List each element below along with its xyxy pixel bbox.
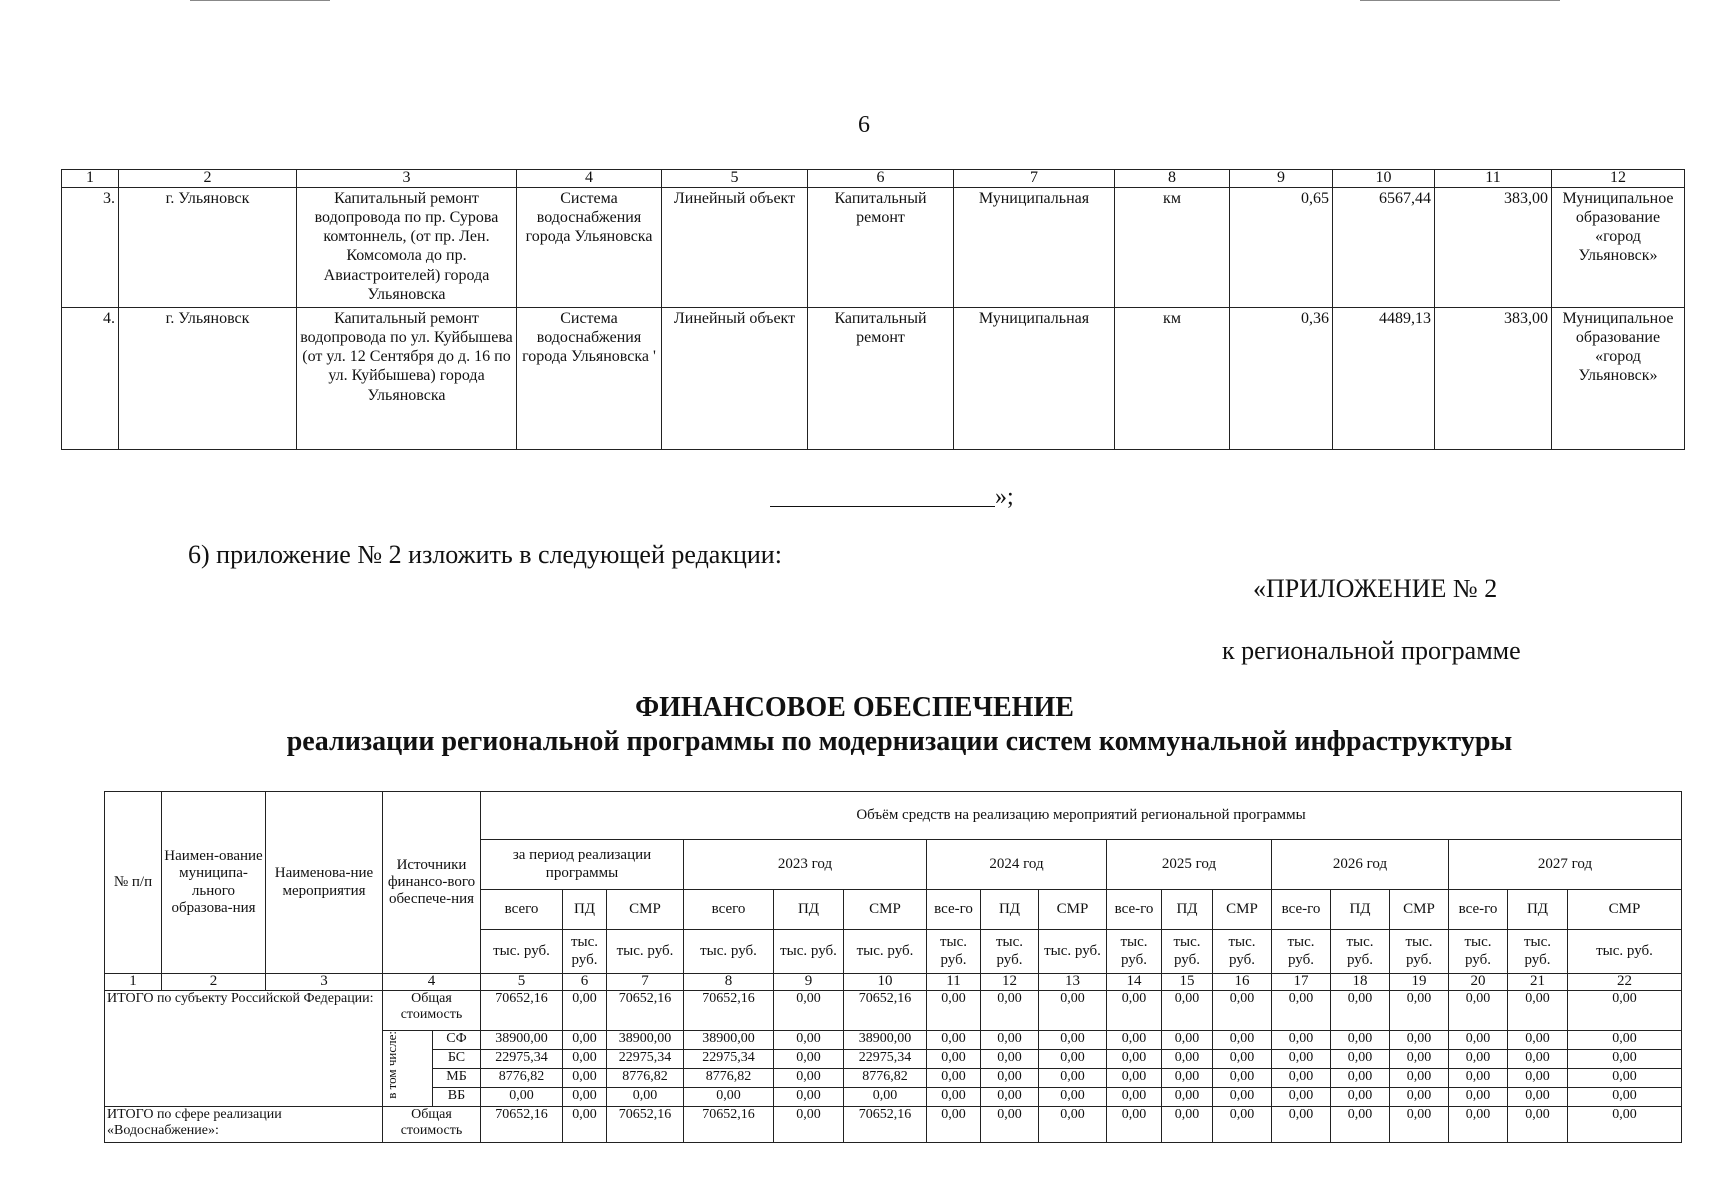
column-number: 10 (844, 974, 927, 991)
column-number: 18 (1331, 974, 1390, 991)
value-cell: 70652,16 (607, 1106, 684, 1142)
column-number: 20 (1449, 974, 1508, 991)
value-cell: 0,00 (1039, 990, 1107, 1030)
sub-header: ПД (1162, 890, 1213, 930)
column-number: 10 (1333, 170, 1435, 188)
table-cell: Муниципальное образование «город Ульяновск» (1552, 187, 1685, 307)
value-cell: 0,00 (981, 1030, 1039, 1049)
value-cell: 22975,34 (684, 1049, 774, 1068)
value-cell: 0,00 (1331, 1106, 1390, 1142)
column-number: 5 (481, 974, 563, 991)
value-cell: 0,00 (774, 1049, 844, 1068)
appendix-title: «ПРИЛОЖЕНИЕ № 2 (1253, 574, 1498, 603)
sub-header: ПД (774, 890, 844, 930)
value-cell: 22975,34 (844, 1049, 927, 1068)
value-cell: 0,00 (1390, 1087, 1449, 1106)
column-number: 4 (383, 974, 481, 991)
value-cell: 0,00 (1107, 1106, 1162, 1142)
value-cell: 0,00 (1272, 990, 1331, 1030)
column-number: 21 (1508, 974, 1568, 991)
value-cell: 0,00 (1449, 990, 1508, 1030)
table-cell: г. Ульяновск (119, 187, 297, 307)
period-header: 2027 год (1449, 840, 1682, 890)
sub-header: ПД (1331, 890, 1390, 930)
financing-table (104, 791, 1682, 1143)
value-cell: 0,00 (1213, 1087, 1272, 1106)
unit-label: тыс. руб. (1390, 930, 1449, 974)
value-cell: 0,00 (1508, 1106, 1568, 1142)
unit-label: тыс. руб. (1331, 930, 1390, 974)
value-cell: 0,00 (1449, 1106, 1508, 1142)
sub-header: всего (481, 890, 563, 930)
header-source: Источники финансо-вого обеспече-ния (383, 792, 481, 974)
table-cell: Линейный объект (662, 187, 808, 307)
value-cell: 0,00 (1508, 1049, 1568, 1068)
value-cell: 70652,16 (481, 1106, 563, 1142)
value-cell: 0,00 (1272, 1087, 1331, 1106)
value-cell: 0,00 (927, 1030, 981, 1049)
objects-table (61, 169, 1685, 450)
sub-header: ПД (1508, 890, 1568, 930)
sub-header: СМР (1568, 890, 1682, 930)
source-code: МБ (433, 1068, 481, 1087)
value-cell: 0,00 (563, 1030, 607, 1049)
value-cell: 0,00 (1568, 990, 1682, 1030)
table-cell: 0,65 (1230, 187, 1333, 307)
value-cell: 0,00 (1508, 1087, 1568, 1106)
header-num: № п/п (105, 792, 162, 974)
value-cell: 22975,34 (607, 1049, 684, 1068)
column-number: 3 (297, 170, 517, 188)
value-cell: 0,00 (1331, 1068, 1390, 1087)
value-cell: 8776,82 (607, 1068, 684, 1087)
source-cell: Общая стоимость (383, 1106, 481, 1142)
value-cell: 0,00 (1213, 1049, 1272, 1068)
value-cell: 70652,16 (844, 990, 927, 1030)
column-number: 14 (1107, 974, 1162, 991)
sub-header: ПД (563, 890, 607, 930)
value-cell: 0,00 (1039, 1068, 1107, 1087)
value-cell: 0,00 (1162, 1087, 1213, 1106)
unit-label: тыс. руб. (1568, 930, 1682, 974)
unit-label: тыс. руб. (607, 930, 684, 974)
table-row (105, 990, 1682, 1030)
value-cell: 0,00 (927, 990, 981, 1030)
value-cell: 0,00 (927, 1049, 981, 1068)
period-header: 2023 год (684, 840, 927, 890)
table-cell: Муниципальная (954, 187, 1115, 307)
value-cell: 0,00 (774, 990, 844, 1030)
column-number: 11 (927, 974, 981, 991)
unit-label: тыс. руб. (1107, 930, 1162, 974)
value-cell: 8776,82 (844, 1068, 927, 1087)
scan-edge (1360, 0, 1560, 1)
table-cell: г. Ульяновск (119, 307, 297, 449)
column-number: 2 (119, 170, 297, 188)
header-volume: Объём средств на реализацию мероприятий региональной программы (481, 792, 1682, 840)
table-row (62, 307, 1685, 449)
sub-header: СМР (844, 890, 927, 930)
value-cell: 0,00 (981, 990, 1039, 1030)
table-cell: 6567,44 (1333, 187, 1435, 307)
value-cell: 0,00 (1390, 1049, 1449, 1068)
value-cell: 0,00 (1568, 1068, 1682, 1087)
value-cell: 0,00 (1213, 1106, 1272, 1142)
total-label: ИТОГО по субъекту Российской Федерации: (105, 990, 383, 1106)
table-header-row (62, 170, 1685, 188)
value-cell: 0,00 (981, 1087, 1039, 1106)
signature-line (770, 505, 995, 507)
table-cell: км (1115, 187, 1230, 307)
value-cell: 0,00 (1331, 1087, 1390, 1106)
value-cell: 0,00 (1162, 990, 1213, 1030)
total-label: ИТОГО по сфере реализации «Водоснабжение»: (105, 1106, 383, 1142)
value-cell: 70652,16 (684, 1106, 774, 1142)
period-header: 2024 год (927, 840, 1107, 890)
column-number: 9 (1230, 170, 1333, 188)
sub-header: все-го (927, 890, 981, 930)
table-cell: 383,00 (1435, 187, 1552, 307)
value-cell: 0,00 (1272, 1068, 1331, 1087)
value-cell: 0,00 (607, 1087, 684, 1106)
column-number: 12 (981, 974, 1039, 991)
scan-edge (190, 0, 330, 1)
value-cell: 0,00 (1162, 1106, 1213, 1142)
unit-label: тыс. руб. (927, 930, 981, 974)
column-number: 6 (563, 974, 607, 991)
value-cell: 0,00 (1272, 1049, 1331, 1068)
value-cell: 0,00 (1107, 1087, 1162, 1106)
column-number: 22 (1568, 974, 1682, 991)
unit-label: тыс. руб. (563, 930, 607, 974)
unit-label: тыс. руб. (481, 930, 563, 974)
value-cell: 8776,82 (684, 1068, 774, 1087)
value-cell: 70652,16 (607, 990, 684, 1030)
value-cell: 0,00 (1568, 1030, 1682, 1049)
sub-header: СМР (1213, 890, 1272, 930)
table-row (62, 187, 1685, 307)
sub-header: ПД (981, 890, 1039, 930)
value-cell: 0,00 (981, 1068, 1039, 1087)
value-cell: 0,00 (774, 1087, 844, 1106)
value-cell: 0,00 (1449, 1049, 1508, 1068)
value-cell: 0,00 (1508, 1030, 1568, 1049)
value-cell: 0,00 (1390, 990, 1449, 1030)
value-cell: 0,00 (1449, 1030, 1508, 1049)
value-cell: 0,00 (927, 1068, 981, 1087)
document-subheading: реализации региональной программы по модернизации систем коммунальной инфраструктуры (286, 726, 1513, 757)
value-cell: 38900,00 (684, 1030, 774, 1049)
header-event: Наименова-ние мероприятия (266, 792, 383, 974)
column-number: 16 (1213, 974, 1272, 991)
column-number: 2 (162, 974, 266, 991)
value-cell: 70652,16 (481, 990, 563, 1030)
column-number: 17 (1272, 974, 1331, 991)
sub-header: всего (684, 890, 774, 930)
value-cell: 0,00 (1449, 1068, 1508, 1087)
value-cell: 0,00 (1039, 1049, 1107, 1068)
unit-label: тыс. руб. (774, 930, 844, 974)
value-cell: 0,00 (927, 1087, 981, 1106)
unit-label: тыс. руб. (981, 930, 1039, 974)
value-cell: 0,00 (774, 1030, 844, 1049)
value-cell: 0,00 (563, 1106, 607, 1142)
value-cell: 8776,82 (481, 1068, 563, 1087)
appendix-subtitle: к региональной программе (1222, 636, 1521, 665)
value-cell: 38900,00 (844, 1030, 927, 1049)
column-number: 7 (607, 974, 684, 991)
source-code: БС (433, 1049, 481, 1068)
closing-mark: »; (995, 484, 1014, 510)
value-cell: 0,00 (1107, 1068, 1162, 1087)
table-cell: 3. (62, 187, 119, 307)
header-row (105, 792, 1682, 840)
page-number: 6 (858, 112, 870, 138)
value-cell: 0,00 (981, 1106, 1039, 1142)
value-cell: 0,00 (1568, 1106, 1682, 1142)
value-cell: 0,00 (1107, 1049, 1162, 1068)
column-number: 9 (774, 974, 844, 991)
table-cell: Система водоснабжения города Ульяновска ' (517, 307, 662, 449)
value-cell: 0,00 (774, 1106, 844, 1142)
num-row (105, 974, 1682, 991)
value-cell: 0,00 (1039, 1106, 1107, 1142)
column-number: 4 (517, 170, 662, 188)
unit-label: тыс. руб. (1272, 930, 1331, 974)
sub-header: все-го (1107, 890, 1162, 930)
in-total-label (383, 1030, 433, 1106)
value-cell: 0,00 (563, 1087, 607, 1106)
value-cell: 0,00 (481, 1087, 563, 1106)
value-cell: 22975,34 (481, 1049, 563, 1068)
value-cell: 0,00 (1331, 1049, 1390, 1068)
table-cell: 4. (62, 307, 119, 449)
table-cell: 4489,13 (1333, 307, 1435, 449)
column-number: 13 (1039, 974, 1107, 991)
document-heading: ФИНАНСОВОЕ ОБЕСПЕЧЕНИЕ (635, 692, 1074, 723)
table-cell: 383,00 (1435, 307, 1552, 449)
column-number: 3 (266, 974, 383, 991)
table-cell: Линейный объект (662, 307, 808, 449)
column-number: 19 (1390, 974, 1449, 991)
value-cell: 0,00 (1272, 1106, 1331, 1142)
value-cell: 0,00 (1390, 1106, 1449, 1142)
period-header: 2026 год (1272, 840, 1449, 890)
value-cell: 0,00 (563, 1068, 607, 1087)
value-cell: 0,00 (774, 1068, 844, 1087)
table-cell: Капитальный ремонт (808, 307, 954, 449)
table-row (105, 1106, 1682, 1142)
value-cell: 0,00 (1039, 1087, 1107, 1106)
column-number: 5 (662, 170, 808, 188)
table-cell: Капитальный ремонт водопровода по ул. Куйбышева (от ул. 12 Сентября до д. 16 по ул. Куйбышева) города Ульяновска (297, 307, 517, 449)
unit-label: тыс. руб. (1162, 930, 1213, 974)
table-cell: 0,36 (1230, 307, 1333, 449)
value-cell: 0,00 (1568, 1049, 1682, 1068)
value-cell: 38900,00 (481, 1030, 563, 1049)
value-cell: 0,00 (1508, 1068, 1568, 1087)
unit-label: тыс. руб. (844, 930, 927, 974)
table-cell: Муниципальное образование «город Ульяновск» (1552, 307, 1685, 449)
source-code: ВБ (433, 1087, 481, 1106)
value-cell: 0,00 (1107, 1030, 1162, 1049)
in-total-text: в том числе: (384, 1030, 399, 1099)
table-cell: Капитальный ремонт (808, 187, 954, 307)
value-cell: 0,00 (1162, 1049, 1213, 1068)
value-cell: 0,00 (981, 1049, 1039, 1068)
table-cell: Система водоснабжения города Ульяновска (517, 187, 662, 307)
value-cell: 0,00 (1213, 1068, 1272, 1087)
source-code: СФ (433, 1030, 481, 1049)
value-cell: 0,00 (1213, 1030, 1272, 1049)
table-cell: Муниципальная (954, 307, 1115, 449)
paragraph-text: 6) приложение № 2 изложить в следующей редакции: (188, 540, 782, 569)
value-cell: 0,00 (1162, 1030, 1213, 1049)
value-cell: 0,00 (927, 1106, 981, 1142)
unit-label: тыс. руб. (1449, 930, 1508, 974)
value-cell: 0,00 (1508, 990, 1568, 1030)
column-number: 12 (1552, 170, 1685, 188)
column-number: 1 (105, 974, 162, 991)
source-cell: Общая стоимость (383, 990, 481, 1030)
value-cell: 0,00 (563, 1049, 607, 1068)
column-number: 6 (808, 170, 954, 188)
value-cell: 0,00 (1213, 990, 1272, 1030)
period-header: за период реализации программы (481, 840, 684, 890)
value-cell: 0,00 (1331, 1030, 1390, 1049)
value-cell: 0,00 (1272, 1030, 1331, 1049)
unit-label: тыс. руб. (1213, 930, 1272, 974)
value-cell: 0,00 (1390, 1030, 1449, 1049)
column-number: 15 (1162, 974, 1213, 991)
sub-header: все-го (1449, 890, 1508, 930)
value-cell: 0,00 (684, 1087, 774, 1106)
sub-header: СМР (607, 890, 684, 930)
value-cell: 70652,16 (684, 990, 774, 1030)
value-cell: 0,00 (1390, 1068, 1449, 1087)
column-number: 11 (1435, 170, 1552, 188)
sub-header: все-го (1272, 890, 1331, 930)
value-cell: 0,00 (1039, 1030, 1107, 1049)
unit-label: тыс. руб. (684, 930, 774, 974)
table-cell: Капитальный ремонт водопровода по пр. Сурова комтоннель, (от пр. Лен. Комсомола до пр. Авиастроителей) города Ульяновска (297, 187, 517, 307)
value-cell: 0,00 (1449, 1087, 1508, 1106)
header-municipality: Наимен-ование муниципа-льного образова-ния (162, 792, 266, 974)
value-cell: 0,00 (1107, 990, 1162, 1030)
sub-header: СМР (1390, 890, 1449, 930)
value-cell: 0,00 (1162, 1068, 1213, 1087)
value-cell: 0,00 (1568, 1087, 1682, 1106)
column-number: 8 (1115, 170, 1230, 188)
value-cell: 38900,00 (607, 1030, 684, 1049)
value-cell: 0,00 (844, 1087, 927, 1106)
value-cell: 70652,16 (844, 1106, 927, 1142)
column-number: 1 (62, 170, 119, 188)
unit-label: тыс. руб. (1039, 930, 1107, 974)
table-cell: км (1115, 307, 1230, 449)
sub-header: СМР (1039, 890, 1107, 930)
column-number: 8 (684, 974, 774, 991)
value-cell: 0,00 (563, 990, 607, 1030)
period-header: 2025 год (1107, 840, 1272, 890)
value-cell: 0,00 (1331, 990, 1390, 1030)
column-number: 7 (954, 170, 1115, 188)
unit-label: тыс. руб. (1508, 930, 1568, 974)
